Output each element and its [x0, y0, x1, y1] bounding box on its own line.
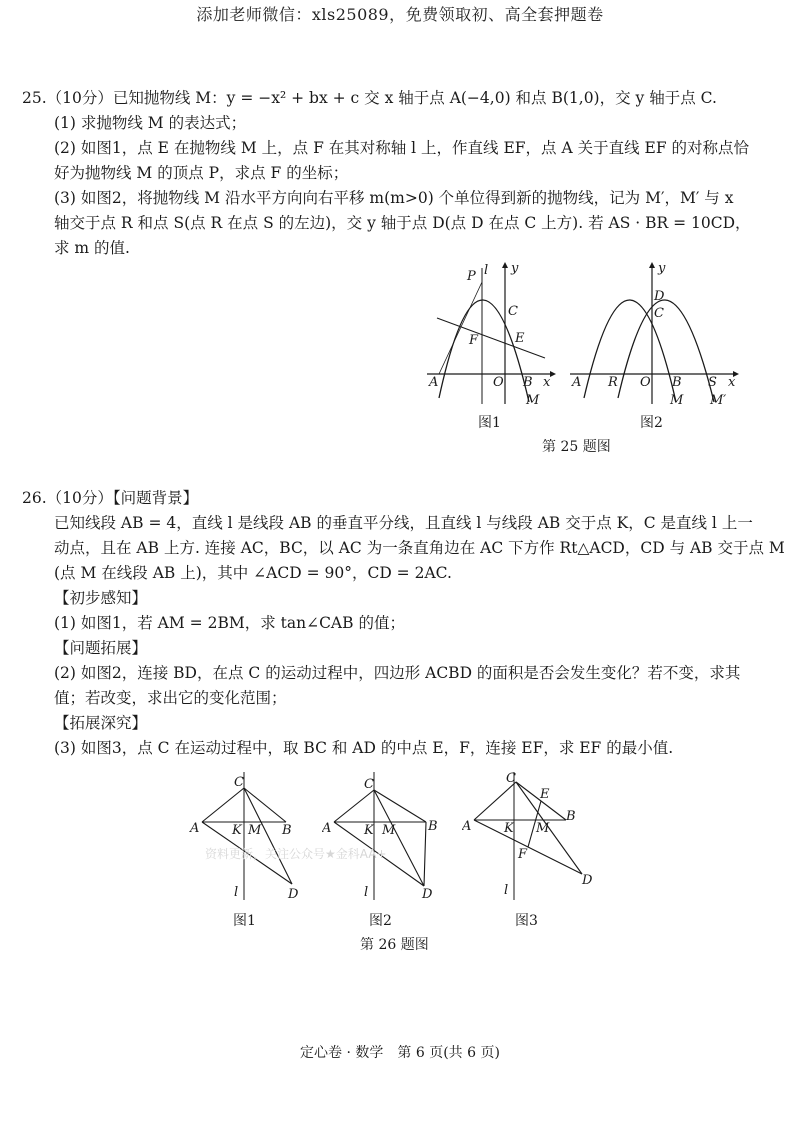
- label-y: y: [658, 261, 666, 276]
- q26-figure-2: [322, 772, 452, 902]
- label-B: B: [282, 823, 292, 838]
- label-O: O: [640, 375, 651, 390]
- q25-line-6: 轴交于点 R 和点 S(点 R 在点 S 的左边)，交 y 轴于点 D(点 D 在点 C 上方). 若 AS · BR = 10CD，: [54, 214, 751, 232]
- q26-fig2-caption: 图2: [369, 913, 392, 929]
- q26-figure-1: [188, 772, 308, 902]
- label-S: S: [708, 375, 717, 390]
- label-M: M: [670, 393, 684, 408]
- label-M-prime: M′: [710, 393, 727, 408]
- q25-figure-2: [568, 258, 743, 408]
- label-y: y: [511, 261, 519, 276]
- q26-line-4: (点 M 在线段 AB 上)，其中 ∠ACD = 90°，CD = 2AC.: [54, 564, 452, 582]
- label-A: A: [322, 821, 332, 836]
- label-A: A: [429, 375, 439, 390]
- label-A: A: [572, 375, 582, 390]
- q25-line-4: 好为抛物线 M 的顶点 P，求点 F 的坐标；: [54, 164, 349, 182]
- label-D: D: [582, 873, 593, 888]
- label-P: P: [467, 269, 476, 284]
- q26-line-2: 已知线段 AB = 4，直线 l 是线段 AB 的垂直平分线，且直线 l 与线段 AB 交于点 K，C 是直线 l 上一: [54, 514, 753, 532]
- label-O: O: [493, 375, 504, 390]
- q26-line-11: (3) 如图3，点 C 在运动过程中，取 BC 和 AD 的中点 E，F，连接 EF，求 EF 的最小值.: [54, 739, 674, 757]
- label-C: C: [364, 777, 374, 792]
- label-B: B: [428, 819, 438, 834]
- label-B: B: [523, 375, 533, 390]
- label-C: C: [506, 771, 516, 786]
- header-note: 添加老师微信：xls25089，免费领取初、高全套押题卷: [196, 5, 604, 24]
- q25-line-5: (3) 如图2，将抛物线 M 沿水平方向向右平移 m(m>0) 个单位得到新的抛物线，记为 M′，M′ 与 x: [54, 189, 734, 207]
- q25-line-3: (2) 如图1，点 E 在抛物线 M 上，点 F 在其对称轴 l 上，作直线 EF，点 A 关于直线 EF 的对称点恰: [54, 139, 750, 157]
- label-B: B: [672, 375, 682, 390]
- watermark: 资料更新，关注公众号★金科AA+: [205, 847, 387, 861]
- q26-line-1: 26.（10分）【问题背景】: [22, 489, 199, 507]
- label-x: x: [543, 375, 551, 390]
- q26-fig1-caption: 图1: [233, 913, 256, 929]
- label-K: K: [364, 823, 374, 838]
- question-25: [22, 86, 751, 261]
- q25-figure-1: [425, 258, 560, 408]
- q25-line-1: 25.（10分）已知抛物线 M：y = −x² + bx + c 交 x 轴于点 A(−4,0) 和点 B(1,0)，交 y 轴于点 C.: [22, 89, 717, 107]
- label-M: M: [526, 393, 540, 408]
- q26-figure-caption: 第 26 题图: [360, 937, 429, 953]
- q25-line-2: (1) 求抛物线 M 的表达式；: [54, 114, 247, 132]
- q26-fig3-caption: 图3: [515, 913, 538, 929]
- q26-line-3: 动点，且在 AB 上方. 连接 AC，BC，以 AC 为一条直角边在 AC 下方作 Rt△ACD，CD 与 AB 交于点 M: [54, 539, 785, 557]
- label-A: A: [462, 819, 472, 834]
- q26-line-7: 【问题拓展】: [54, 639, 148, 657]
- question-26: [22, 486, 785, 761]
- q26-line-6: (1) 如图1，若 AM = 2BM，求 tan∠CAB 的值；: [54, 614, 405, 632]
- label-C: C: [654, 306, 664, 321]
- label-M: M: [536, 821, 550, 836]
- label-F: F: [469, 333, 479, 348]
- label-l: l: [364, 885, 369, 900]
- label-l: l: [484, 263, 489, 278]
- label-D: D: [288, 887, 299, 902]
- label-l: l: [504, 883, 509, 898]
- label-C: C: [234, 775, 244, 790]
- label-B: B: [566, 809, 576, 824]
- q26-figure-3: [462, 768, 602, 902]
- q26-line-5: 【初步感知】: [54, 589, 148, 607]
- label-E: E: [540, 787, 550, 802]
- q25-line-7: 求 m 的值.: [54, 239, 130, 257]
- label-M: M: [382, 823, 396, 838]
- label-l: l: [234, 885, 239, 900]
- label-F: F: [518, 847, 528, 862]
- q26-line-8: (2) 如图2，连接 BD，在点 C 的运动过程中，四边形 ACBD 的面积是否会发生变化？若不变，求其: [54, 664, 741, 682]
- q26-line-10: 【拓展深究】: [54, 714, 148, 732]
- label-K: K: [504, 821, 514, 836]
- q25-fig1-caption: 图1: [478, 415, 501, 431]
- q26-line-9: 值；若改变，求出它的变化范围；: [54, 689, 287, 707]
- label-A: A: [190, 821, 200, 836]
- q25-figure-caption: 第 25 题图: [542, 439, 611, 455]
- label-M: M: [248, 823, 262, 838]
- page-footer: 定心卷 · 数学 第 6 页(共 6 页): [300, 1045, 500, 1061]
- label-C: C: [508, 304, 518, 319]
- label-R: R: [608, 375, 618, 390]
- q25-fig2-caption: 图2: [640, 415, 663, 431]
- label-x: x: [728, 375, 736, 390]
- label-K: K: [232, 823, 242, 838]
- label-D: D: [422, 887, 433, 902]
- label-E: E: [515, 331, 525, 346]
- label-D: D: [654, 289, 665, 304]
